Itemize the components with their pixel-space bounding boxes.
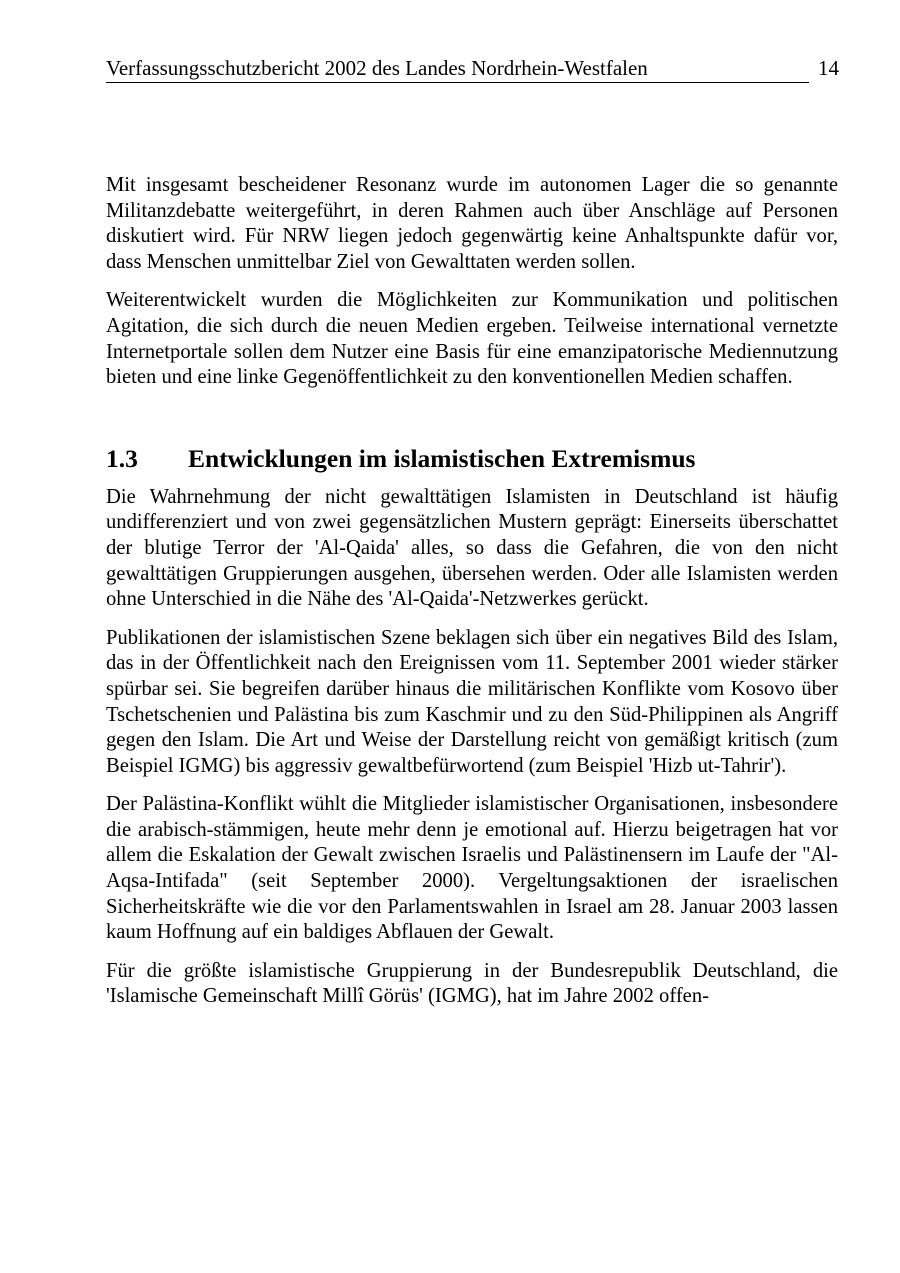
paragraph-palaestina-konflikt: Der Palästina-Konflikt wühlt die Mitglieder islamistischer Organisationen, insbesondere die arabisch-stämmigen, heute mehr denn je emotional auf. Hierzu beigetragen hat vor allem die Eskalation der Gewalt zwischen Israelis und Palästinensern im Laufe der "Al-Aqsa-Intifada" (seit September 2000). Vergeltungsaktionen der israelischen Sicherheitskräfte wie die vor den Parlamentswahlen in Israel am 28. Januar 2003 lassen kaum Hoffnung auf ein baldiges Abflauen der Gewalt.	[106, 793, 838, 944]
page-body	[106, 173, 838, 1023]
header-rule	[106, 82, 809, 83]
paragraph-neue-medien: Weiterentwickelt wurden die Möglichkeiten zur Kommunikation und politischen Agitation, die sich durch die neuen Medien ergeben. Teilweise international vernetzte Internetportale sollen dem Nutzer eine Basis für eine emanzipatorische Mediennutzung bieten und eine linke Gegenöffentlichkeit zu den konventionellen Medien schaffen.	[106, 289, 838, 389]
paragraph-militanzdebatte: Mit insgesamt bescheidener Resonanz wurde im autonomen Lager die so genannte Militanzdebatte weitergeführt, in deren Rahmen auch über Anschläge auf Personen diskutiert wird. Für NRW liegen jedoch gegenwärtig keine Anhaltspunkte dafür vor, dass Menschen unmittelbar Ziel von Gewalttaten werden sollen.	[106, 174, 838, 273]
page-header	[106, 54, 839, 84]
section-heading	[106, 443, 838, 475]
header-title: Verfassungsschutzbericht 2002 des Landes Nordrhein-Westfalen	[106, 56, 648, 80]
paragraph-publikationen: Publikationen der islamistischen Szene beklagen sich über ein negatives Bild des Islam, das in der Öffentlichkeit nach den Ereignissen vom 11. September 2001 wieder stärker spürbar sei. Sie begreifen darüber hinaus die militärischen Konflikte vom Kosovo über Tschetschenien und Palästina bis zum Kaschmir und zu den Süd-Philippinen als Angriff gegen den Islam. Die Art und Weise der Darstellung reicht von gemäßigt kritisch (zum Beispiel IGMG) bis aggressiv gewaltbefürwortend (zum Beispiel 'Hizb ut-Tahrir').	[106, 626, 838, 777]
section-number: 1.3	[106, 443, 138, 473]
paragraph-wahrnehmung: Die Wahrnehmung der nicht gewalttätigen Islamisten in Deutschland ist häufig undifferenziert und von zwei gegensätzlichen Mustern geprägt: Einerseits überschattet der blutige Terror der 'Al-Qaida' alles, so dass die Gefahren, die von den nicht gewalttätigen Gruppierungen ausgehen, übersehen werden. Oder alle Islamisten werden ohne Unterschied in die Nähe des 'Al-Qaida'-Netzwerkes gerückt.	[106, 485, 838, 611]
paragraph-igmg: Für die größte islamistische Gruppierung in der Bundesrepublik Deutschland, die 'Islamische Gemeinschaft Millî Görüs' (IGMG), hat im Jahre 2002 offen-	[106, 959, 838, 1008]
page-number: 14	[818, 56, 839, 80]
section-title: Entwicklungen im islamistischen Extremismus	[188, 443, 696, 473]
